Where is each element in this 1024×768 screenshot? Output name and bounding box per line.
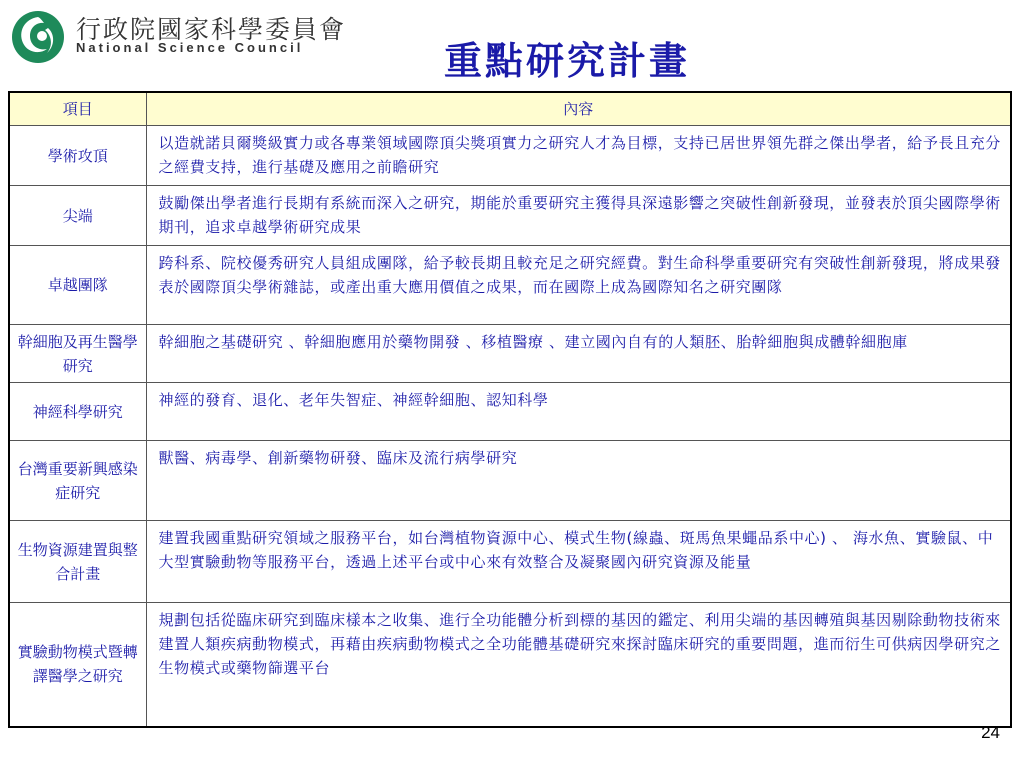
row-item-label: 幹細胞及再生醫學研究 bbox=[9, 325, 146, 383]
row-item-label: 實驗動物模式暨轉譯醫學之研究 bbox=[9, 603, 146, 727]
row-item-label: 卓越團隊 bbox=[9, 246, 146, 325]
row-content: 規劃包括從臨床研究到臨床樣本之收集、進行全功能體分析到標的基因的鑑定、利用尖端的基因轉殖與基因剔除動物技術來建置人類疾病動物模式，再藉由疾病動物模式之全功能體基礎研究來探討臨床研究的重要問題，進而衍生可供病因學研究之生物模式或藥物篩選平台 bbox=[146, 603, 1011, 727]
column-header-item: 項目 bbox=[9, 92, 146, 126]
table-header-row bbox=[9, 92, 1011, 126]
row-item-label: 台灣重要新興感染症研究 bbox=[9, 441, 146, 521]
row-content: 建置我國重點研究領域之服務平台，如台灣植物資源中心、模式生物(線蟲、斑馬魚果蠅品系中心) 、 海水魚、實驗鼠、中大型實驗動物等服務平台，透過上述平台或中心來有效整合及凝聚國內研究資源及能量 bbox=[146, 521, 1011, 603]
row-item-label: 學術攻頂 bbox=[9, 126, 146, 186]
row-content: 跨科系、院校優秀研究人員組成團隊，給予較長期且較充足之研究經費。對生命科學重要研究有突破性創新發現，將成果發表於國際頂尖學術雜誌，或產出重大應用價值之成果，而在國際上成為國際知名之研究團隊 bbox=[146, 246, 1011, 325]
table-row bbox=[9, 186, 1011, 246]
row-content: 幹細胞之基礎研究 、幹細胞應用於藥物開發 、移植醫療 、建立國內自有的人類胚、胎幹細胞與成體幹細胞庫 bbox=[146, 325, 1011, 383]
org-name-cn: 行政院國家科學委員會 bbox=[76, 15, 347, 44]
table-row bbox=[9, 246, 1011, 325]
table-row bbox=[9, 521, 1011, 603]
page-number: 24 bbox=[981, 723, 1000, 742]
row-content: 獸醫、病毒學、創新藥物研發、臨床及流行病學研究 bbox=[146, 441, 1011, 521]
row-content: 以造就諾貝爾獎級實力或各專業領域國際頂尖獎項實力之研究人才為目標，支持已居世界領先群之傑出學者，給予長且充分之經費支持，進行基礎及應用之前瞻研究 bbox=[146, 126, 1011, 186]
row-item-label: 生物資源建置與整合計畫 bbox=[9, 521, 146, 603]
research-plan-table bbox=[8, 91, 1012, 728]
table-row bbox=[9, 603, 1011, 727]
row-content: 神經的發育、退化、老年失智症、神經幹細胞、認知科學 bbox=[146, 383, 1011, 441]
page-title: 重點研究計畫 bbox=[443, 38, 690, 83]
table-row bbox=[9, 325, 1011, 383]
row-item-label: 尖端 bbox=[9, 186, 146, 246]
table-row bbox=[9, 441, 1011, 521]
table-row bbox=[9, 383, 1011, 441]
org-name-en: National Science Council bbox=[76, 40, 304, 55]
row-content: 鼓勵傑出學者進行長期有系統而深入之研究，期能於重要研究主獲得具深遠影響之突破性創新發現，並發表於頂尖國際學術期刊，追求卓越學術研究成果 bbox=[146, 186, 1011, 246]
table-row bbox=[9, 126, 1011, 186]
row-item-label: 神經科學研究 bbox=[9, 383, 146, 441]
column-header-content: 內容 bbox=[146, 92, 1011, 126]
